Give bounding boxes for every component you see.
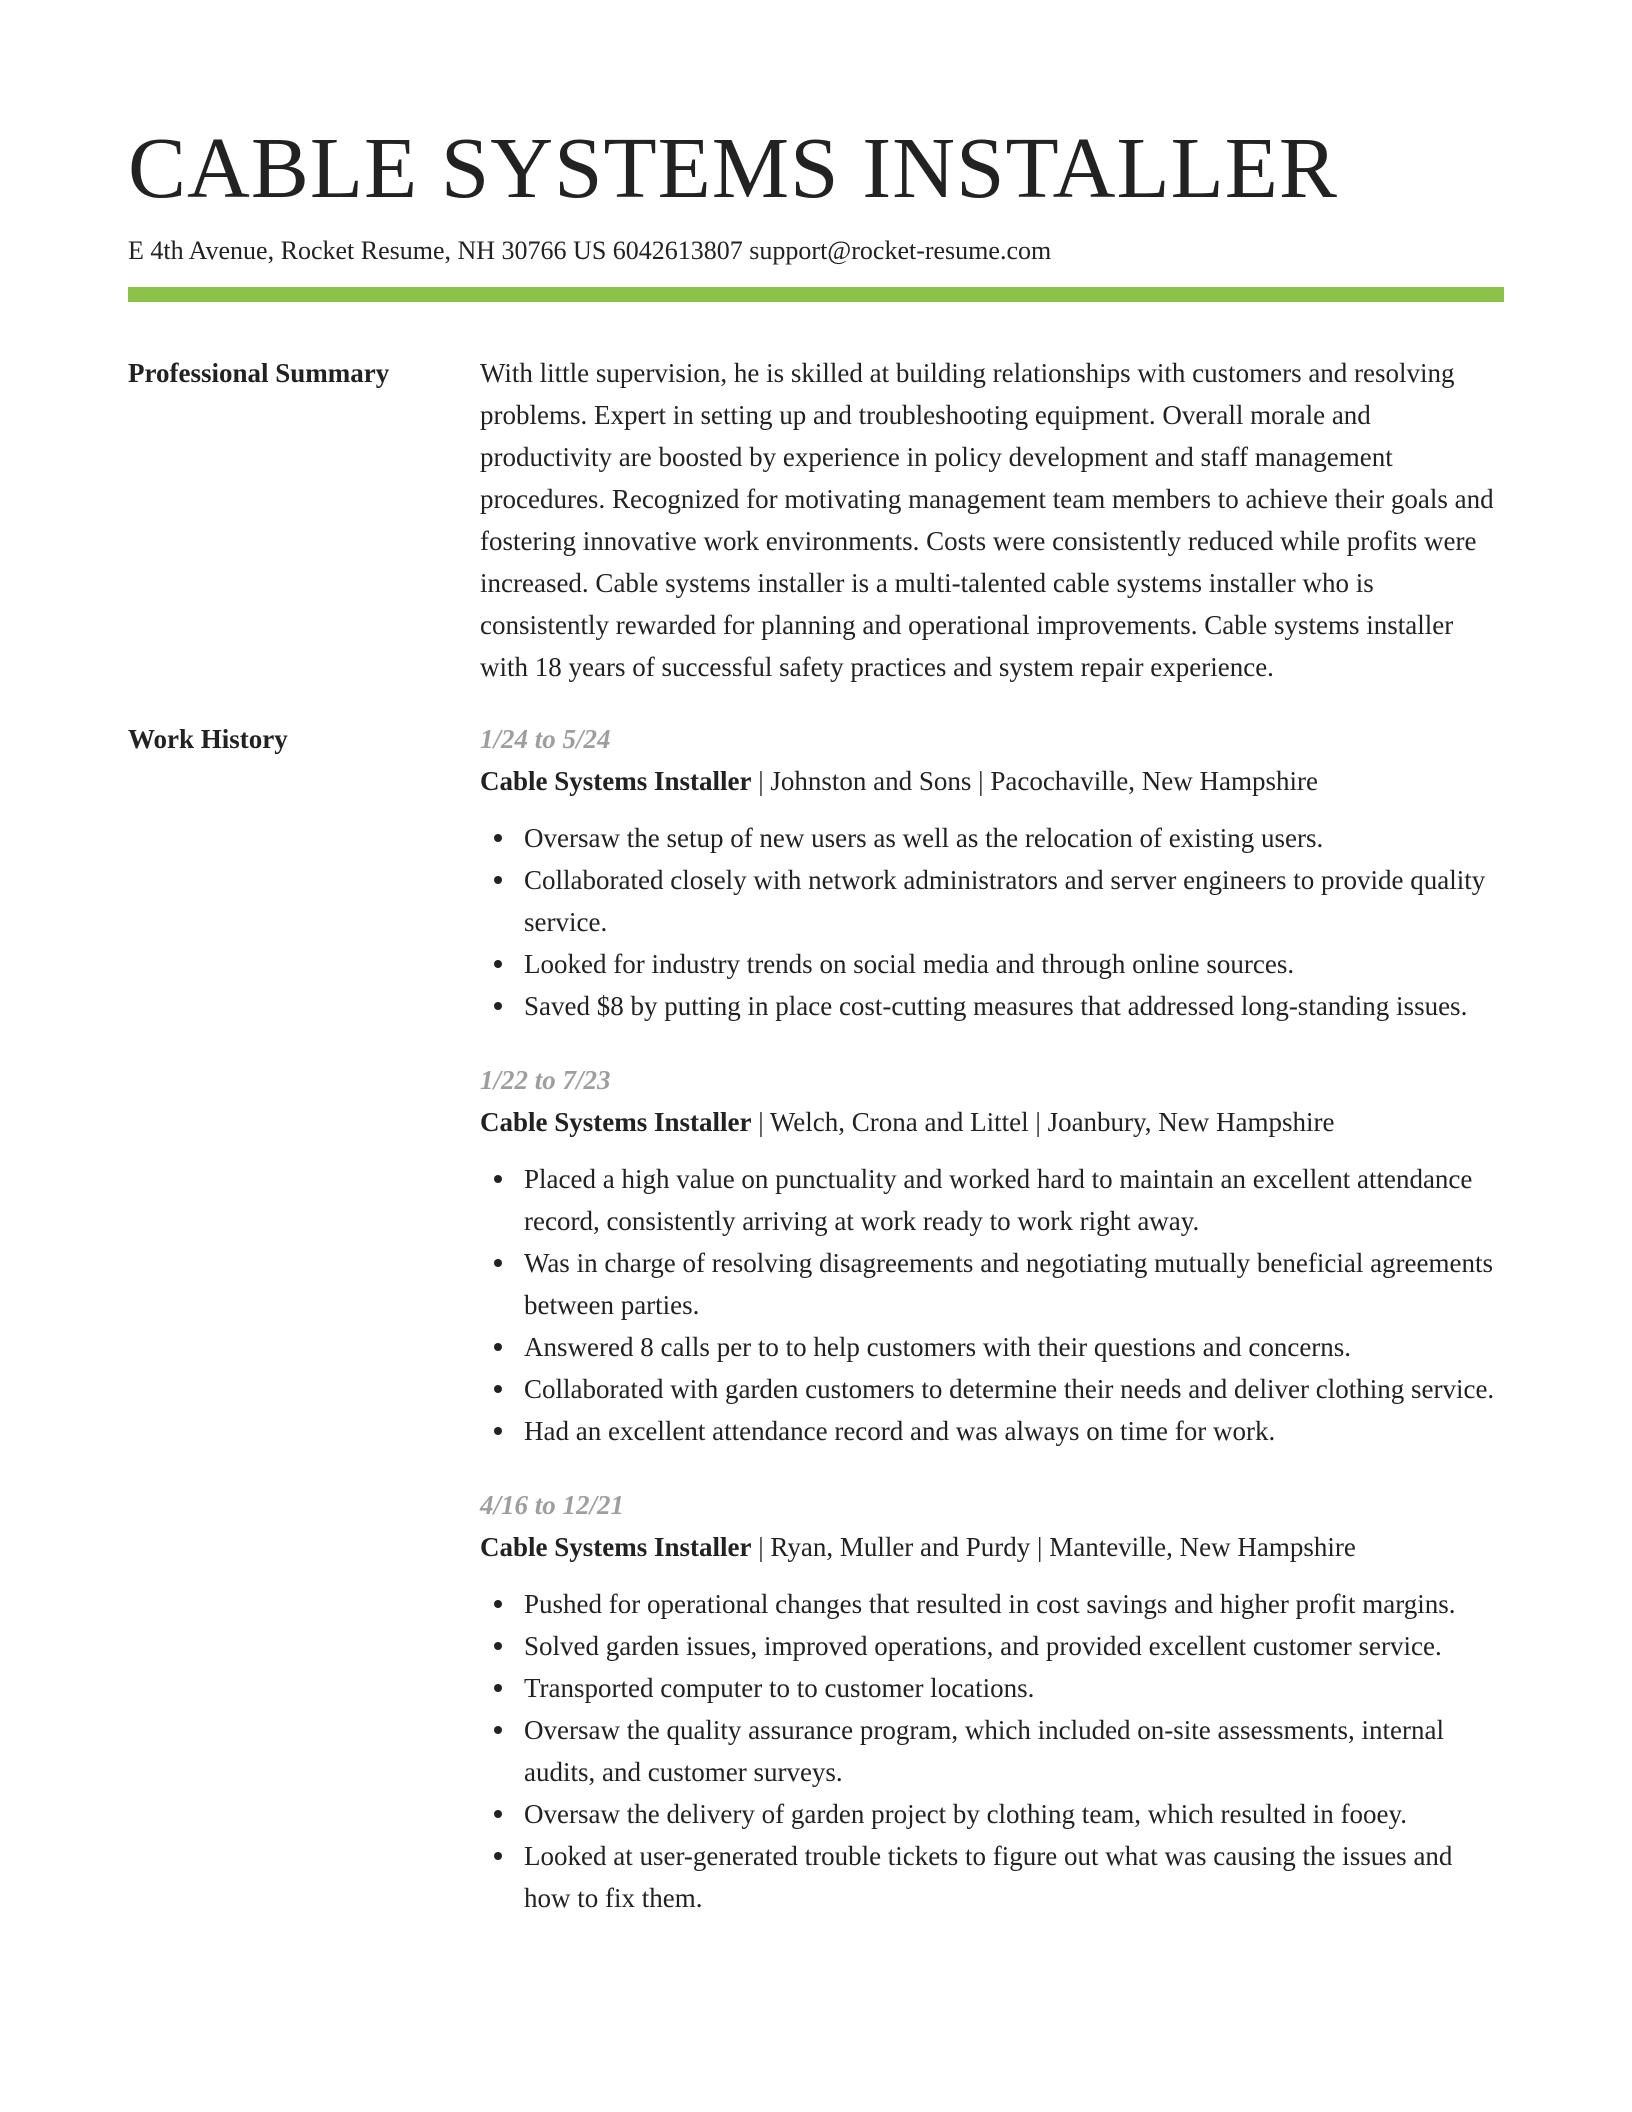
resume-title: CABLE SYSTEMS INSTALLER [128,119,1338,216]
job-dates: 4/16 to 12/21 [480,1490,625,1520]
job-title: Cable Systems Installer [480,1107,752,1137]
bullet-text: Pushed for operational changes that resulted in cost savings and higher profit margins. [524,1589,1456,1619]
list-item [480,1793,1504,1835]
list-item [480,985,1504,1027]
bullet-text: Answered 8 calls per to to help customers with their questions and concerns. [524,1332,1352,1362]
list-item [480,1583,1504,1625]
bullet-text: Had an excellent attendance record and was always on time for work. [524,1416,1276,1446]
bullet-dot-icon [494,1684,502,1692]
list-item [480,1242,1504,1326]
job-heading [480,760,1504,802]
bullet-text: Transported computer to to customer locations. [524,1673,1035,1703]
bullet-text: Oversaw the setup of new users as well as the relocation of existing users. [524,823,1324,853]
bullet-text: Solved garden issues, improved operations, and provided excellent customer service. [524,1631,1442,1661]
list-item [480,859,1504,943]
resume-page [128,0,1504,1951]
bullet-text: Collaborated with garden customers to determine their needs and deliver clothing service. [524,1374,1495,1404]
bullet-text: Oversaw the delivery of garden project by clothing team, which resulted in fooey. [524,1799,1407,1829]
bullet-dot-icon [494,834,502,842]
bullet-dot-icon [494,1259,502,1267]
bullet-text: Looked for industry trends on social media and through online sources. [524,949,1295,979]
list-item [480,943,1504,985]
job-employer-location: | Welch, Crona and Littel | Joanbury, New Hampshire [751,1107,1335,1137]
work-history-section [128,718,1504,1951]
bullet-text: Looked at user-generated trouble tickets to figure out what was causing the issues and how to fix them. [524,1841,1453,1913]
list-item [480,817,1504,859]
section-label-summary: Professional Summary [128,358,390,388]
bullet-dot-icon [494,1726,502,1734]
job-bullet-list [480,1158,1504,1452]
bullet-dot-icon [494,1002,502,1010]
job-bullet-list [480,817,1504,1027]
job-heading [480,1101,1504,1143]
job-dates: 1/22 to 7/23 [480,1065,611,1095]
bullet-dot-icon [494,1852,502,1860]
list-item [480,1410,1504,1452]
job-bullet-list [480,1583,1504,1919]
contact-line: E 4th Avenue, Rocket Resume, NH 30766 US 6042613807 support@rocket-resume.com [128,236,1052,265]
bullet-text: Oversaw the quality assurance program, which included on-site assessments, internal audits, and customer surveys. [524,1715,1444,1787]
bullet-dot-icon [494,1810,502,1818]
bullet-dot-icon [494,1642,502,1650]
job-dates: 1/24 to 5/24 [480,724,611,754]
job-heading [480,1526,1504,1568]
list-item [480,1667,1504,1709]
list-item [480,1835,1504,1919]
bullet-text: Was in charge of resolving disagreements and negotiating mutually beneficial agreements between parties. [524,1248,1494,1320]
list-item [480,1709,1504,1793]
bullet-dot-icon [494,1175,502,1183]
bullet-text: Collaborated closely with network administrators and server engineers to provide quality service. [524,865,1486,937]
job-entry [480,1484,1504,1919]
list-item [480,1326,1504,1368]
bullet-text: Saved $8 by putting in place cost-cutting measures that addressed long-standing issues. [524,991,1468,1021]
bullet-dot-icon [494,876,502,884]
bullet-text: Placed a high value on punctuality and worked hard to maintain an excellent attendance record, consistently arriving at work ready to work right away. [524,1164,1473,1236]
summary-text: With little supervision, he is skilled at building relationships with customers and resolving problems. Expert in setting up and troubleshooting equipment. Overall morale and productivity are boosted by experience in policy development and staff management procedures. Recognized for motivating management team members to achieve their goals and fostering innovative work environments. Costs were consistently reduced while profits were increased. Cable systems installer is a multi-talented cable systems installer who is consistently rewarded for planning and operational improvements. Cable systems installer with 18 years of successful safety practices and system repair experience. [480,358,1494,682]
work-history-body [480,718,1504,1951]
job-employer-location: | Johnston and Sons | Pacochaville, New Hampshire [751,766,1318,796]
bullet-dot-icon [494,1343,502,1351]
job-employer-location: | Ryan, Muller and Purdy | Manteville, New Hampshire [751,1532,1356,1562]
bullet-dot-icon [494,1600,502,1608]
bullet-dot-icon [494,960,502,968]
accent-divider [128,287,1504,302]
list-item [480,1368,1504,1410]
summary-body [480,352,1504,688]
job-entry [480,1059,1504,1452]
bullet-dot-icon [494,1427,502,1435]
list-item [480,1158,1504,1242]
bullet-dot-icon [494,1385,502,1393]
job-title: Cable Systems Installer [480,1532,752,1562]
list-item [480,1625,1504,1667]
job-entry [480,718,1504,1027]
professional-summary-section [128,352,1504,688]
job-title: Cable Systems Installer [480,766,752,796]
section-label-work-history: Work History [128,724,288,754]
